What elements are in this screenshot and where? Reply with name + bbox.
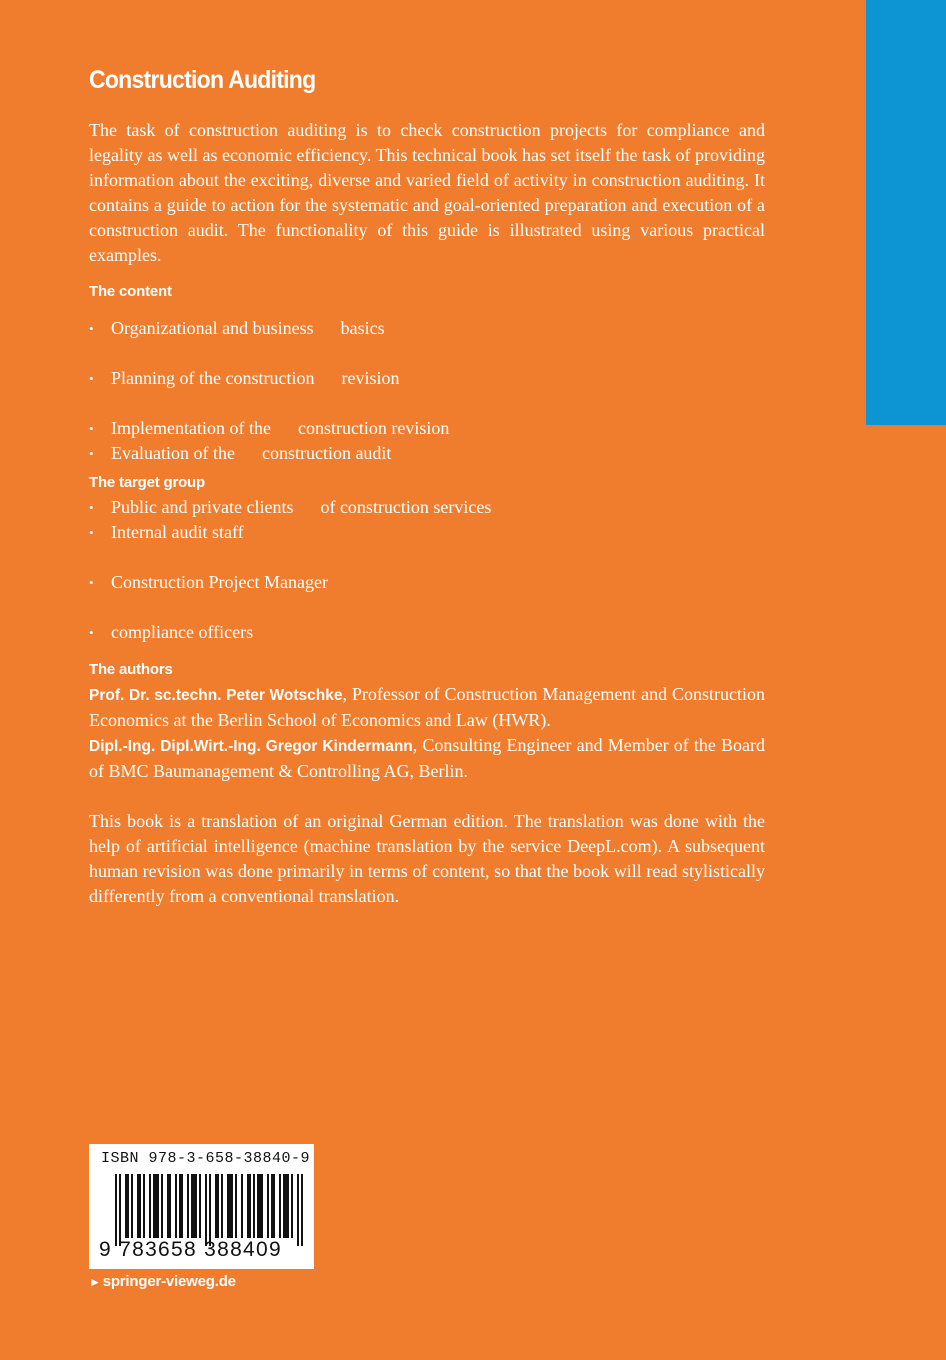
arrow-right-icon: ► — [89, 1275, 101, 1289]
publisher-url-text: springer-vieweg.de — [102, 1273, 236, 1290]
authors-section — [89, 658, 765, 784]
authors-heading: The authors — [89, 661, 173, 678]
target-group-heading: The target group — [89, 474, 205, 491]
list-item: • Internal audit staff — [89, 520, 765, 545]
translation-note: This book is a translation of an original German edition. The translation was done with the help of artificial intelligence (machine translation by the service DeepL.com). A subsequent human revision was done primarily in terms of content, so that the book will read stylistically differently from a conventional translation. — [89, 811, 765, 906]
barcode-digits: 9 783658 388409 — [99, 1238, 282, 1261]
content-heading: The content — [89, 283, 172, 300]
author-description: , Consulting Engineer and Member of the Board of BMC Baumanagement & Controlling AG, Berlin. — [89, 735, 765, 781]
list-item: • compliance officers — [89, 620, 765, 645]
back-cover-content — [89, 62, 765, 909]
author-entry — [89, 682, 765, 733]
isbn-label: ISBN 978-3-658-38840-9 — [101, 1150, 311, 1167]
target-group-list — [89, 495, 765, 645]
author-name: Dipl.-Ing. Dipl.Wirt.-Ing. Gregor Kindermann — [89, 738, 413, 755]
book-description: The task of construction auditing is to check construction projects for compliance and legality as well as economic efficiency. This technical book has set itself the task of providing information about the exciting, diverse and varied field of activity in construction auditing. It contains a guide to action for the systematic and goal-oriented preparation and execution of a construction audit. The functionality of this guide is illustrated using various practical examples. — [89, 120, 765, 265]
list-item: • Implementation of the construction revision — [89, 416, 765, 441]
author-entry — [89, 733, 765, 784]
author-name: Prof. Dr. sc.techn. Peter Wotschke — [89, 687, 343, 704]
isbn-barcode — [89, 1144, 314, 1269]
blue-accent-bar — [866, 0, 946, 425]
book-title: Construction Auditing — [89, 66, 316, 94]
list-item: • Evaluation of the construction audit — [89, 441, 765, 466]
barcode-icon — [115, 1174, 305, 1246]
list-item: • Organizational and business basics — [89, 316, 765, 341]
list-item: • Planning of the construction revision — [89, 366, 765, 391]
publisher-url[interactable] — [89, 1273, 236, 1290]
content-list — [89, 316, 765, 466]
list-item: • Public and private clients of construction services — [89, 495, 765, 520]
author-description: , Professor of Construction Management and Construction Economics at the Berlin School of Economics and Law (HWR). — [89, 684, 765, 730]
list-item: • Construction Project Manager — [89, 570, 765, 595]
